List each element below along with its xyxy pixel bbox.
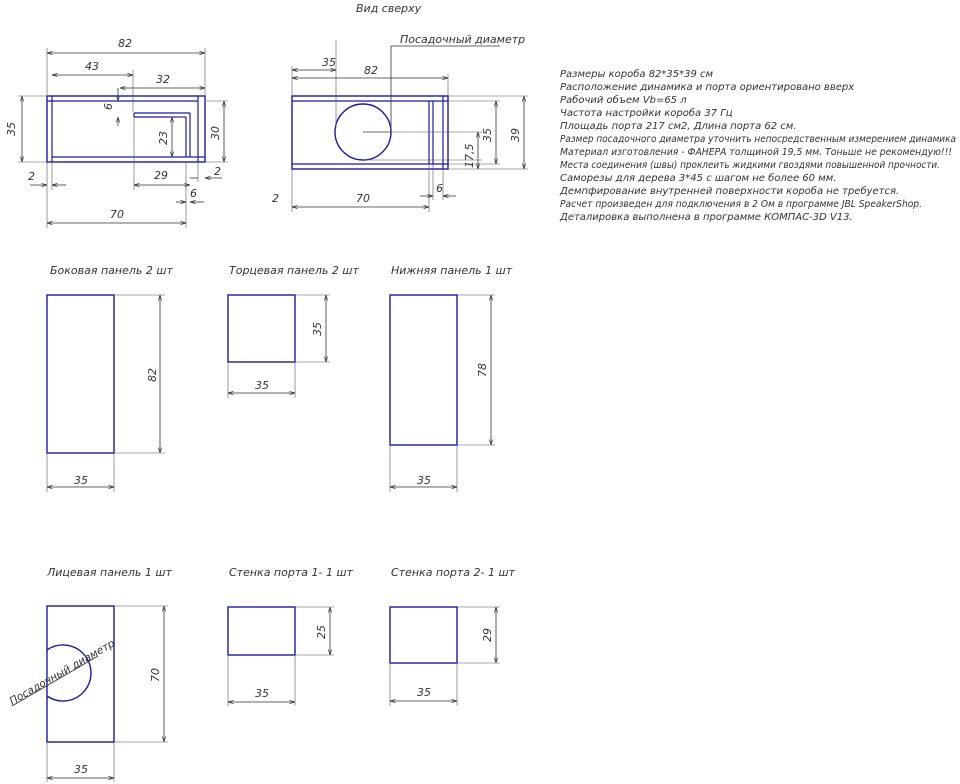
note-line: Саморезы для дерева 3*45 с шагом не более 60 мм. [560,173,837,184]
mount-diameter-label: Посадочный диаметр [400,33,526,46]
part-title: Стенка порта 1- 1 шт [229,566,353,579]
part-width: 35 [417,686,431,699]
part-width: 35 [74,474,88,487]
part-port-wall-1 [228,566,354,706]
notes-block [559,68,956,223]
dim-6b: 6 [190,187,197,200]
note-line: Деталировка выполнена в программе КОМПАС-3D V13. [560,212,853,223]
note-line: Места соединения (швы) проклеить жидкими гвоздями повышенной прочности. [560,160,940,171]
part-height: 82 [146,368,159,382]
note-line: Частота настройки короба 37 Гц [560,108,733,119]
mount-diameter-label-rotated: Посадочный диаметр [7,637,117,708]
part-title: Боковая панель 2 шт [50,264,173,277]
part-width: 35 [255,687,269,700]
dim-39: 39 [509,128,522,142]
part-title: Торцевая панель 2 шт [229,264,359,277]
front-view-box [292,96,448,169]
part-width: 35 [74,763,88,776]
part-front-panel [8,566,173,782]
note-line: Размеры короба 82*35*39 см [560,69,714,80]
dim-35-left: 35 [5,122,18,136]
dim-82: 82 [118,37,132,50]
note-line: Расположение динамика и порта ориентировано вверх [560,82,855,93]
part-title: Стенка порта 2- 1 шт [391,566,515,579]
note-line: Расчет произведен для подключения в 2 Ом в программе JBL SpeakerShop. [560,199,922,210]
note-line: Площадь порта 217 см2, Длина порта 62 см. [560,121,797,132]
top-view-box [47,96,205,162]
part-height: 35 [311,322,324,336]
part-end-panel [228,264,359,398]
part-port-wall-2 [390,566,516,706]
dim-2b: 2 [214,165,221,178]
note-line: Рабочий объем Vb=65 л [560,95,687,106]
dim-30: 30 [209,126,222,140]
dim-23: 23 [157,131,170,145]
note-line: Материал изготовления - ФАНЕРА толщиной 19,5 мм. Тоньше не рекомендую!!! [560,147,952,158]
part-height: 78 [476,363,489,377]
top-view-dimensions [5,37,228,228]
dim-32: 32 [156,73,170,86]
note-line: Размер посадочного диаметра уточнить непосредственным измерением динамика [560,134,956,145]
front-view-dimensions [272,33,528,212]
dim-6-front: 6 [436,182,443,195]
part-title: Нижняя панель 1 шт [391,264,513,277]
part-width: 35 [255,379,269,392]
part-side-panel [47,264,173,492]
dim-70: 70 [110,208,124,221]
dim-2-front: 2 [272,192,279,205]
dim-17-5: 17,5 [463,143,476,168]
part-height: 29 [481,628,494,642]
dim-29: 29 [154,169,168,182]
part-height: 25 [315,625,328,639]
dim-35-vert: 35 [481,128,494,142]
dim-35-top: 35 [322,56,336,69]
part-height: 70 [149,668,162,682]
dim-2a: 2 [28,170,35,183]
dim-82-front: 82 [364,64,378,77]
part-width: 35 [417,474,431,487]
part-title: Лицевая панель 1 шт [47,566,172,579]
view-title: Вид сверху [356,2,422,15]
part-bottom-panel [390,264,513,492]
dim-70-front: 70 [356,192,370,205]
dim-6a: 6 [102,103,115,110]
note-line: Демпфирование внутренней поверхности короба не требуется. [560,186,900,197]
dim-43: 43 [85,60,99,73]
